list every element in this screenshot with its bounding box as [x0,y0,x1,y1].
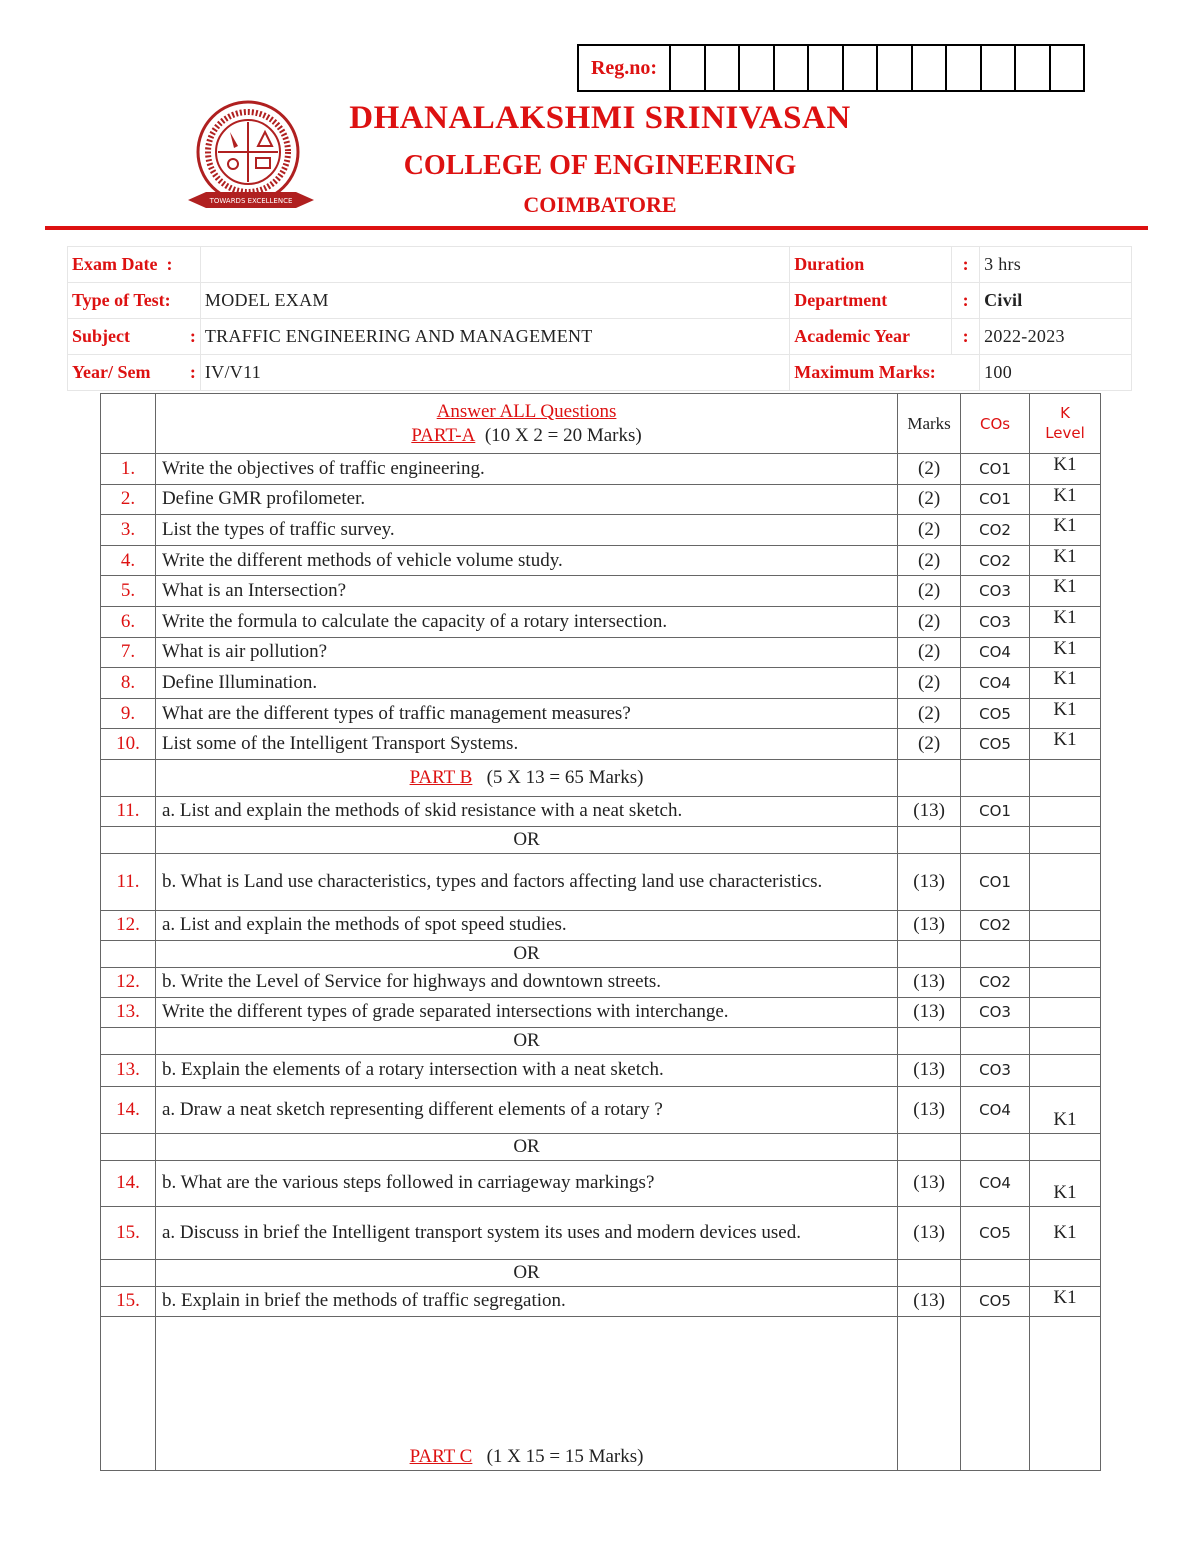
question-number: 8. [101,668,156,699]
table-row [101,668,1101,699]
question-marks: (13) [898,910,961,940]
subject-label: Subject : [68,319,201,355]
reg-number-label: Reg.no: [579,46,671,90]
question-marks: (2) [898,606,961,637]
question-text: What is air pollution? [155,637,897,668]
type-of-test-label: Type of Test: [68,283,201,319]
reg-digit-cell[interactable] [947,46,982,90]
question-number: 12. [101,910,156,940]
reg-digit-cell[interactable] [809,46,844,90]
part-b-heading: PART B [409,766,473,788]
question-co: CO1 [961,454,1030,485]
or-separator: OR [155,940,897,967]
duration-value: 3 hrs [980,247,1132,283]
question-text: b. Explain the elements of a rotary intersection with a neat sketch. [155,1054,897,1086]
question-marks: (2) [898,545,961,576]
question-text: b. Write the Level of Service for highways and downtown streets. [155,967,897,997]
question-number: 1. [101,454,156,485]
question-k-level: K1 [1030,637,1101,668]
question-co: CO2 [961,910,1030,940]
question-marks: (2) [898,698,961,729]
colon: : [952,283,980,319]
question-k-level: K1 [1030,668,1101,699]
question-co: CO1 [961,853,1030,910]
question-number: 10. [101,729,156,760]
table-row [101,910,1101,940]
question-co: CO4 [961,637,1030,668]
question-co: CO5 [961,1286,1030,1316]
question-marks: (2) [898,637,961,668]
question-marks: (2) [898,454,961,485]
question-text: Write the different types of grade separated intersections with interchange. [155,997,897,1027]
table-row [101,454,1101,485]
table-row [101,606,1101,637]
reg-digit-cell[interactable] [982,46,1017,90]
question-marks: (13) [898,1086,961,1133]
colon: : [952,319,980,355]
question-number: 13. [101,1054,156,1086]
table-row [101,853,1101,910]
question-number: 11. [101,853,156,910]
question-text: What is an Intersection? [155,576,897,607]
question-marks: (13) [898,796,961,826]
or-separator: OR [155,826,897,853]
part-a-marks: (10 X 2 = 20 Marks) [484,424,642,446]
type-of-test-value: MODEL EXAM [200,283,789,319]
table-row [101,729,1101,760]
question-number: 4. [101,545,156,576]
question-text: What are the different types of traffic management measures? [155,698,897,729]
question-text: b. Explain in brief the methods of traffic segregation. [155,1286,897,1316]
question-marks: (13) [898,997,961,1027]
question-number: 7. [101,637,156,668]
question-number: 15. [101,1286,156,1316]
question-number: 3. [101,515,156,546]
table-row [101,1160,1101,1206]
reg-digit-cell[interactable] [775,46,810,90]
question-marks: (13) [898,1054,961,1086]
question-marks: (2) [898,515,961,546]
question-marks: (2) [898,668,961,699]
question-k-level: K1 [1030,1286,1101,1316]
or-separator: OR [155,1259,897,1286]
question-table [100,393,1101,1471]
table-row [101,515,1101,546]
question-marks: (13) [898,1206,961,1259]
max-marks-value: 100 [980,355,1132,391]
question-co: CO3 [961,606,1030,637]
table-row [101,545,1101,576]
k-level-header: K Level [1030,394,1101,454]
reg-digit-cell[interactable] [1051,46,1084,90]
or-row [101,1259,1101,1286]
question-number: 5. [101,576,156,607]
reg-digit-cell[interactable] [878,46,913,90]
question-k-level: K1 [1030,1206,1101,1259]
question-marks: (2) [898,484,961,515]
question-number: 9. [101,698,156,729]
question-k-level: K1 [1030,698,1101,729]
header-divider [45,226,1148,230]
question-text: Write the different methods of vehicle volume study. [155,545,897,576]
question-marks: (13) [898,1160,961,1206]
table-row [101,576,1101,607]
table-row [101,637,1101,668]
cos-header: COs [961,394,1030,454]
question-k-level: K1 [1030,1160,1101,1206]
part-b-marks: (5 X 13 = 65 Marks) [486,766,644,788]
subject-value: TRAFFIC ENGINEERING AND MANAGEMENT [200,319,789,355]
question-co: CO2 [961,967,1030,997]
college-name: DHANALAKSHMI SRINIVASAN [349,100,851,136]
question-marks: (13) [898,1286,961,1316]
question-number: 14. [101,1160,156,1206]
exam-date-label: Exam Date : [68,247,201,283]
question-text: Write the formula to calculate the capacity of a rotary intersection. [155,606,897,637]
question-k-level: K1 [1030,454,1101,485]
part-c-row [101,1316,1101,1470]
table-row [101,997,1101,1027]
question-text: a. Discuss in brief the Intelligent transport system its uses and modern devices used. [155,1206,897,1259]
or-row [101,1133,1101,1160]
question-co: CO4 [961,668,1030,699]
question-text: Define Illumination. [155,668,897,699]
academic-year-value: 2022-2023 [980,319,1132,355]
question-co: CO1 [961,484,1030,515]
question-co: CO3 [961,997,1030,1027]
table-row [101,796,1101,826]
question-k-level: K1 [1030,484,1101,515]
question-k-level: K1 [1030,576,1101,607]
or-separator: OR [155,1027,897,1054]
or-separator: OR [155,1133,897,1160]
question-number: 2. [101,484,156,515]
table-header-row [101,394,1101,454]
part-c-marks: (1 X 15 = 15 Marks) [486,1445,644,1467]
colon: : [952,247,980,283]
answer-all-heading: Answer ALL Questions [436,400,617,422]
table-row [101,967,1101,997]
reg-digit-cell[interactable] [913,46,948,90]
department-label: Department [790,283,952,319]
question-k-level: K1 [1030,545,1101,576]
exam-date-value [200,247,789,283]
question-co: CO4 [961,1160,1030,1206]
question-co: CO1 [961,796,1030,826]
or-row [101,826,1101,853]
question-number: 14. [101,1086,156,1133]
reg-digit-cell[interactable] [706,46,741,90]
year-sem-value: IV/V11 [200,355,789,391]
question-co: CO5 [961,698,1030,729]
question-marks: (13) [898,967,961,997]
question-k-level: K1 [1030,606,1101,637]
part-b-header-row [101,759,1101,796]
or-row [101,1027,1101,1054]
question-co: CO3 [961,576,1030,607]
question-co: CO2 [961,515,1030,546]
max-marks-label: Maximum Marks: [790,355,980,391]
question-text: a. List and explain the methods of skid resistance with a neat sketch. [155,796,897,826]
question-number: 11. [101,796,156,826]
question-number: 13. [101,997,156,1027]
table-row [101,1286,1101,1316]
question-co: CO2 [961,545,1030,576]
question-k-level: K1 [1030,515,1101,546]
reg-digit-cell[interactable] [671,46,706,90]
table-row [101,1086,1101,1133]
exam-info-table [67,246,1132,391]
logo-motto: TOWARDS EXCELLENCE [209,197,293,205]
reg-digit-cell[interactable] [844,46,879,90]
college-city: COIMBATORE [523,192,677,217]
question-number: 12. [101,967,156,997]
department-value: Civil [980,283,1132,319]
part-a-heading: PART-A [411,424,476,446]
question-co: CO5 [961,729,1030,760]
question-text: b. What is Land use characteristics, types and factors affecting land use characteristics. [155,853,897,910]
table-row [101,698,1101,729]
reg-number-box [577,44,1085,92]
question-marks: (2) [898,576,961,607]
question-text: b. What are the various steps followed in carriageway markings? [155,1160,897,1206]
question-text: Define GMR profilometer. [155,484,897,515]
question-text: List some of the Intelligent Transport Systems. [155,729,897,760]
question-co: CO3 [961,1054,1030,1086]
year-sem-label: Year/ Sem : [68,355,201,391]
part-c-heading: PART C [409,1445,473,1467]
marks-header: Marks [898,394,961,454]
question-text: Write the objectives of traffic engineering. [155,454,897,485]
table-row [101,1206,1101,1259]
question-co: CO4 [961,1086,1030,1133]
question-text: a. List and explain the methods of spot speed studies. [155,910,897,940]
question-number: 6. [101,606,156,637]
reg-digit-cell[interactable] [740,46,775,90]
reg-digit-cell[interactable] [1016,46,1051,90]
college-logo-icon [186,100,316,218]
question-k-level: K1 [1030,1086,1101,1133]
table-row [101,1054,1101,1086]
question-text: a. Draw a neat sketch representing different elements of a rotary ? [155,1086,897,1133]
college-subtitle: COLLEGE OF ENGINEERING [403,150,797,181]
duration-label: Duration [790,247,952,283]
question-k-level: K1 [1030,729,1101,760]
question-co: CO5 [961,1206,1030,1259]
table-row [101,484,1101,515]
or-row [101,940,1101,967]
question-marks: (2) [898,729,961,760]
question-number: 15. [101,1206,156,1259]
academic-year-label: Academic Year [790,319,952,355]
question-text: List the types of traffic survey. [155,515,897,546]
question-marks: (13) [898,853,961,910]
